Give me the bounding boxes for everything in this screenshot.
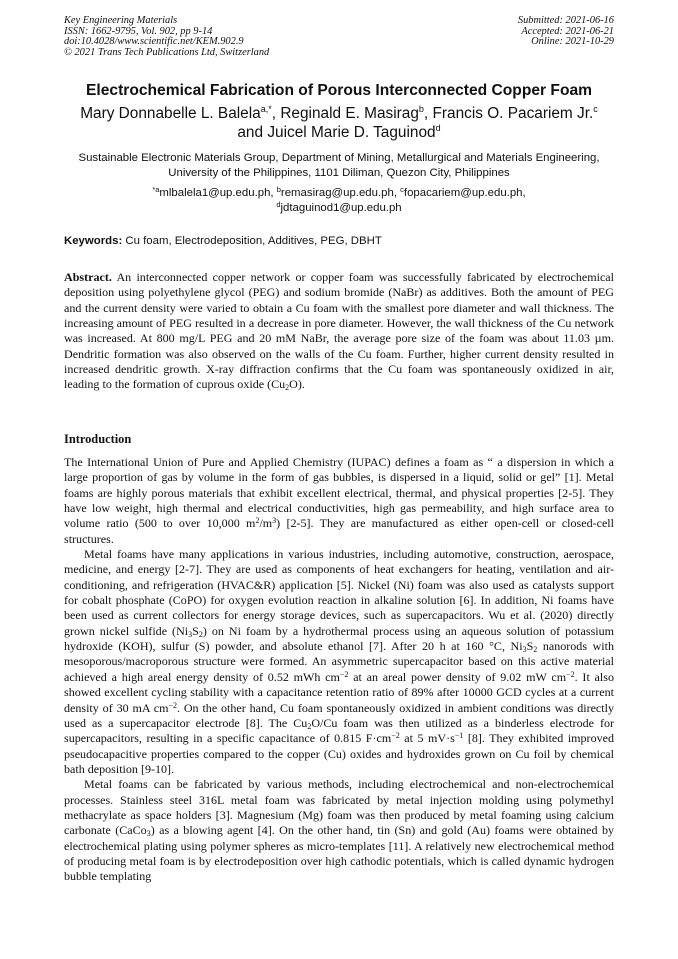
- author-superscript: b: [418, 104, 424, 114]
- superscript: −2: [391, 731, 400, 741]
- keywords: [64, 235, 614, 247]
- text-run: at 5 mV·s: [399, 731, 455, 746]
- affiliation: Sustainable Electronic Materials Group, Department of Mining, Metallurgical and Materials Engineering, University of the Philippines, 1101 Diliman, Quezon City, Philippines: [78, 152, 600, 179]
- email-superscript: b: [276, 185, 281, 194]
- author-name: Francis O. Pacariem Jr.: [432, 105, 594, 122]
- intro-paragraph-2: [64, 547, 614, 777]
- superscript: 3: [272, 516, 277, 526]
- author-name: Mary Donnabelle L. Balela: [80, 105, 261, 122]
- text-run: [8]. They exhibited improved pseudocapacitive properties compared to the copper (Cu) oxides and hydroxides grown on Cu foil by chemical bath deposition [9-10].: [64, 731, 614, 776]
- author-emails: $^{*a}$mlbalela1@up.edu.ph, $^b$remasirag@up.edu.ph, $^c$fopacariem@up.edu.ph, $^d$jdtaguinod1@up.edu.ph: [152, 185, 526, 214]
- section-heading: Introduction: [64, 432, 132, 446]
- journal-issn: ISSN: 1662-9795, Vol. 902, pp 9-14: [64, 25, 213, 37]
- author-name: Juicel Marie D. Taguinod: [267, 124, 436, 141]
- subscript: 3: [146, 829, 151, 839]
- email-link[interactable]: jdtaguinod1@up.edu.ph: [280, 201, 402, 214]
- author-list: Mary Donnabelle L. Balela$^{a,*}$, Reginald E. Masirag$^b$, Francis O. Pacariem Jr.$^c$ and Juicel Marie D. Taguinod$^d$: [80, 104, 598, 141]
- text-run: /m: [259, 516, 273, 531]
- superscript: −2: [566, 669, 575, 679]
- email-link[interactable]: remasirag@up.edu.ph: [280, 187, 394, 199]
- text-run: . It also showed excellent cycling stability with a capacitance retention ratio of 89% after 10000 GCD cycles at a current density of 30 mA cm: [64, 669, 614, 715]
- superscript: −2: [339, 669, 349, 679]
- text-run: at an areal power density of 9.02 mW cm: [348, 669, 567, 684]
- keywords-label: Keywords:: [64, 235, 123, 247]
- text-run: Metal foams can be fabricated by various methods, including electrochemical and non-electrochemical processes. Stainless steel 316L metal foam was fabricated by metal injection molding using polymethyl methacrylate as space holders [3]. Magnesium (Mg) foam was then produced by metal foaming using calcium carbonate (CaCo: [64, 777, 614, 838]
- email-link[interactable]: mlbalela1@up.edu.ph: [159, 187, 271, 199]
- introduction-body: [64, 455, 614, 885]
- author-name: Reginald E. Masirag: [280, 105, 419, 122]
- subscript: 3: [188, 629, 193, 639]
- email-link[interactable]: fopacariem@up.edu.ph: [403, 187, 523, 199]
- journal-header: [64, 16, 614, 58]
- publication-dates: [518, 16, 614, 58]
- superscript: 2: [255, 516, 260, 526]
- text-run: O/Cu foam was then utilized as a binderless electrode for supercapacitors, resulting in a specific capacitance of 0.815 F·cm: [64, 715, 614, 746]
- subscript: 2: [198, 629, 203, 639]
- text-run: nanorods with mesoporous/macroporous structure were formed. An asymmetric supercapacitor based on this active material achieved a high areal energy density of 0.52 mWh cm: [64, 639, 615, 684]
- online-date: Online: 2021-10-29: [531, 36, 614, 48]
- subscript: 3: [522, 645, 527, 655]
- subscript: 2: [533, 645, 538, 655]
- superscript: −1: [454, 731, 464, 741]
- subscript: 2: [307, 721, 312, 731]
- intro-paragraph-3: [64, 777, 614, 884]
- paper-title: Electrochemical Fabrication of Porous Interconnected Copper Foam: [85, 82, 593, 99]
- email-superscript: *a: [152, 185, 160, 194]
- text-run: ) [2-5]. They are manufactured as either open-cell or closed-cell structures.: [64, 516, 614, 546]
- journal-doi: doi:10.4028/www.scientific.net/KEM.902.9: [64, 36, 244, 48]
- text-run: The International Union of Pure and Applied Chemistry (IUPAC) defines a foam as “ a dispersion in which a large proportion of gas by volume in the form of gas bubbles, is dispersed in a liquid, solid or gel” [1]. Metal foams are highly porous materials that exhibit excellent electrical, thermal, and physical properties [2-5]. They have low weight, high thermal and electrical conductivities, high gas permeability, and high surface area to volume ratio (500 to over 10,000 m: [64, 455, 614, 531]
- keywords-text: Cu foam, Electrodeposition, Additives, PEG, DBHT: [122, 235, 382, 247]
- email-superscript: c: [400, 185, 404, 194]
- abstract-text: An interconnected copper network or copper foam was successfully fabricated by electrochemical deposition using polyethylene glycol (PEG) and sodium bromide (NaBr) as additives. Both the amount of PEG and the current density were varied to obtain a Cu foam with the smallest pore diameter and wall thickness. The increasing amount of PEG resulted in a decrease in pore diameter. However, the wall thickness of the Cu network was increased. At 800 mg/L PEG and 20 mM NaBr, the average pore size of the foam was about 11.03 µm. Dendritic formation was also observed on the walls of the Cu foam. Further, higher current density resulted in increased dendritic growth. X-ray diffraction confirms that the Cu foam was spontaneously oxidized in air, leading to the formation of cuprous oxide (Cu: [64, 270, 614, 392]
- submitted-date: Submitted: 2021-06-16: [517, 15, 614, 26]
- text-run: ) as a blowing agent [4]. On the other hand, tin (Sn) and gold (Au) foams were obtained by electrochemical plating using polymer spheres as micro-templates [11]. A relatively new electrochemical method of producing metal foam is by electrodeposition over high cathodic potentials, which is called dynamic hydrogen bubble templating: [64, 823, 615, 884]
- journal-name: Key Engineering Materials: [64, 15, 178, 26]
- subscript: 2: [285, 383, 290, 393]
- accepted-date: Accepted: 2021-06-21: [521, 25, 614, 37]
- text-run: ) on Ni foam by a hydrothermal process using an aqueous solution of potassium hydroxide (KOH), sulfur (S) powder, and absolute ethanol [7]. After 20 h at 160 °C, Ni: [64, 623, 614, 654]
- text-run: S: [526, 639, 534, 654]
- author-conjunction: and: [237, 124, 264, 141]
- abstract-label: Abstract.: [64, 270, 112, 284]
- superscript: −2: [168, 700, 177, 710]
- author-superscript: c: [593, 104, 598, 114]
- abstract: [64, 270, 614, 393]
- intro-paragraph-1: [64, 455, 614, 547]
- text-run: . On the other hand, Cu foam spontaneously oxidized in ambient conditions was directly used as a supercapacitor electrode [8]. The Cu: [64, 700, 614, 730]
- text-run: Metal foams have many applications in various industries, including automotive, construction, aerospace, medicine, and energy [2-7]. They are used as components of heat exchangers for heating, ventilation and air-conditioning, and refrigeration (HVAC&R) application [5]. Nickel (Ni) foam was also used as catalysts support for cobalt phosphate (CoPO) for oxygen evolution reaction in alkaline solution [6]. In addition, Ni foams have been used as current collectors for energy storage devices, such as supercapacitors. Wu et al. (2020) directly grown nickel sulfide (Ni: [64, 547, 614, 638]
- author-superscript: a,*: [260, 104, 272, 114]
- journal-copyright: © 2021 Trans Tech Publications Ltd, Switzerland: [64, 46, 270, 58]
- email-superscript: d: [276, 199, 281, 209]
- author-superscript: d: [435, 123, 441, 133]
- text-run: S: [192, 623, 199, 638]
- journal-info: [64, 16, 269, 58]
- abstract-text: O).: [289, 377, 305, 392]
